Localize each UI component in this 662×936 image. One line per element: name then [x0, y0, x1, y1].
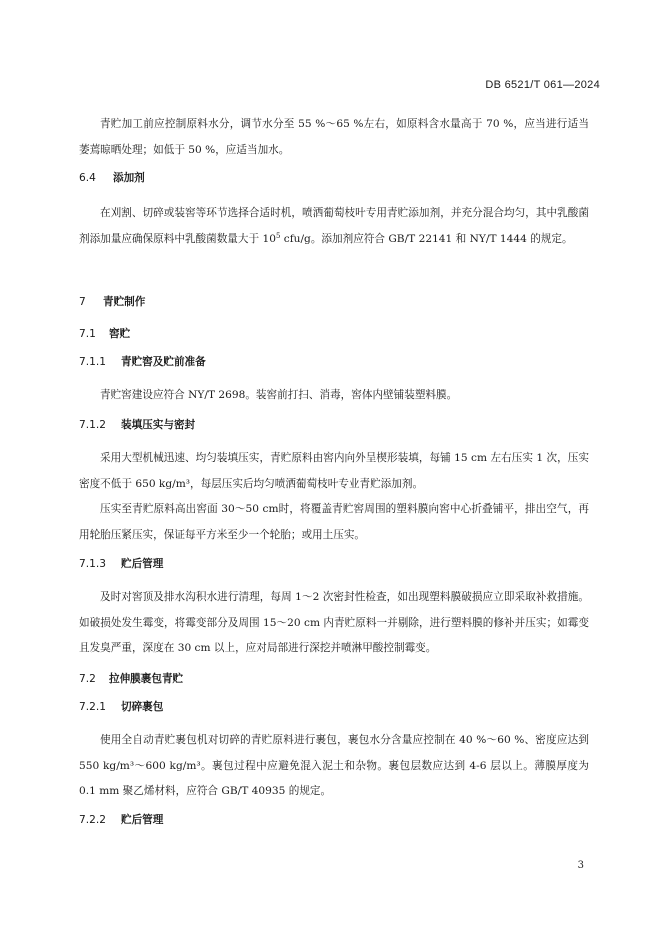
- page-number: 3: [577, 860, 584, 871]
- heading-title: 装填压实与密封: [121, 419, 196, 431]
- heading-number: 7.1.3: [79, 558, 106, 570]
- paragraph-sealing: 压实至青贮原料高出窖面 30～50 cm时，将覆盖青贮窖周围的塑料膜向窖中心折叠铺平，排出空气，再用轮胎压紧压实，保证每平方米至少一个轮胎；或用土压实。: [79, 503, 589, 541]
- heading-number: 7.1.2: [79, 419, 106, 431]
- heading-7-2-2: [79, 812, 163, 827]
- heading-number: 7.2: [79, 673, 96, 685]
- paragraph-silo-prep: 青贮窖建设应符合 NY/T 2698。装窖前打扫、消毒，窖体内壁铺装塑料膜。: [100, 389, 458, 401]
- paragraph-moisture-control: 青贮加工前应控制原料水分，调节水分至 55 %～65 %左右，如原料含水量高于 70 %，应当进行适当萎蔫晾晒处理；如低于 50 %，应适当加水。: [79, 118, 589, 156]
- heading-title: 贮后管理: [121, 814, 164, 826]
- heading-7-1: [79, 326, 130, 341]
- heading-7-1-1: [79, 354, 206, 369]
- heading-number: 7.2.1: [79, 701, 106, 713]
- document-id-header: DB 6521/T 061—2024: [485, 79, 600, 91]
- heading-7: [79, 294, 145, 309]
- paragraph-post-storage: 及时对窖顶及排水沟积水进行清理，每周 1～2 次密封性检查，如出现塑料膜破损应立即采取补救措施。如破损处发生霉变，将霉变部分及周围 15～20 cm 内青贮原料一并剔除，进行塑料膜的修补并压实；如霉变且发臭严重，深度在 30 cm 以上，应对局部进行深挖并喷淋甲酸控制霉变。: [79, 591, 589, 654]
- heading-7-1-3: [79, 556, 163, 571]
- heading-title: 青贮制作: [103, 296, 146, 308]
- heading-title: 窖贮: [109, 328, 131, 340]
- heading-7-1-2: [79, 417, 195, 432]
- exponent: 5: [275, 231, 281, 240]
- additive-text-start: 在刈割、切碎或装窖等环节选择合适时机，喷洒葡萄枝叶专用青贮添加剂，并充分混合均匀，其中乳酸菌剂添加量应确保原料中乳酸菌数量大于 10: [79, 207, 589, 245]
- heading-7-2: [79, 671, 183, 686]
- heading-number: 7.1: [79, 328, 96, 340]
- heading-title: 切碎裹包: [121, 701, 164, 713]
- heading-title: 贮后管理: [121, 558, 164, 570]
- heading-6-4: [79, 170, 145, 185]
- heading-title: 青贮窖及贮前准备: [121, 356, 206, 368]
- heading-number: 7.1.1: [79, 356, 106, 368]
- heading-number: 6.4: [79, 172, 96, 184]
- additive-text-end: cfu/g。添加剂应符合 GB/T 22141 和 NY/T 1444 的规定。: [280, 232, 573, 245]
- heading-title: 添加剂: [113, 172, 145, 184]
- heading-number: 7: [79, 296, 86, 308]
- paragraph-wrapping: 使用全自动青贮裹包机对切碎的青贮原料进行裹包，裹包水分含量应控制在 40 %～60 %、密度应达到 550 kg/m³～600 kg/m³。裹包过程中应避免混入泥土和杂物。裹包层数应达到 4-6 层以上。薄膜厚度为 0.1 mm 聚乙烯材料，应符合 GB/T 40935 的规定。: [79, 734, 589, 797]
- heading-title: 拉伸膜裹包青贮: [109, 673, 184, 685]
- heading-number: 7.2.2: [79, 814, 106, 826]
- paragraph-additive: [79, 201, 589, 252]
- heading-7-2-1: [79, 699, 163, 714]
- paragraph-compaction: 采用大型机械迅速、均匀装填压实，青贮原料由窖内向外呈楔形装填，每铺 15 cm 左右压实 1 次，压实密度不低于 650 kg/m³，每层压实后均匀喷洒葡萄枝叶专业青贮添加剂。: [79, 452, 589, 490]
